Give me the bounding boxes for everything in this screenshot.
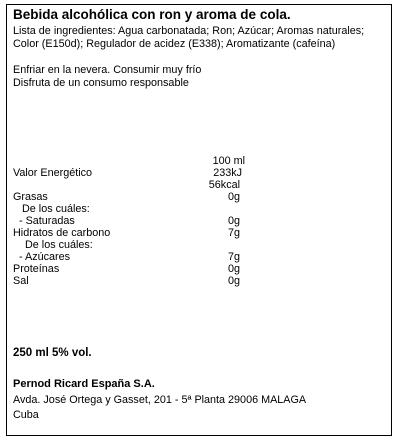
nutrient-label: Sal [13, 275, 29, 287]
nutrient-label: De los cuáles: [13, 239, 93, 251]
nutrient-label: Proteínas [13, 263, 60, 275]
energy-label: Valor Energético [13, 167, 93, 179]
nutrient-value: 0g [227, 191, 240, 203]
product-label [6, 4, 392, 436]
ingredients-list: Lista de ingredientes: Agua carbonatada; Ron; Azúcar; Aromas naturales; Color (E150d); Regulador de acidez (E338); Aromatizante (cafeína) [13, 25, 365, 50]
nutrient-label: De los cuáles: [13, 203, 90, 215]
manufacturer-address: Avda. José Ortega y Gasset, 201 - 5ª Planta 29006 MALAGA [13, 394, 307, 406]
energy-kcal: 56kcal [208, 179, 240, 191]
storage-instruction: Enfriar en la nevera. Consumir muy frío [13, 64, 202, 76]
origin-country: Cuba [13, 409, 39, 421]
nutrition-row [7, 275, 393, 288]
volume-abv: 250 ml 5% vol. [13, 347, 92, 359]
nutrient-value: 7g [227, 251, 240, 263]
nutrient-value: 7g [227, 227, 240, 239]
nutrient-value: 0g [227, 263, 240, 275]
manufacturer-name: Pernod Ricard España S.A. [13, 378, 155, 390]
nutrition-per-header: 100 ml [212, 155, 245, 167]
nutrient-value: 0g [227, 275, 240, 287]
energy-kj: 233kJ [213, 167, 242, 179]
nutrient-label: Hidratos de carbono [13, 227, 111, 239]
nutrient-label: - Azúcares [13, 251, 71, 263]
nutrient-label: Grasas [13, 191, 48, 203]
product-title: Bebida alcohólica con ron y aroma de cola. [13, 7, 291, 22]
nutrient-value: 0g [227, 215, 240, 227]
nutrient-label: - Saturadas [13, 215, 75, 227]
responsibility-note: Disfruta de un consumo responsable [13, 77, 189, 89]
